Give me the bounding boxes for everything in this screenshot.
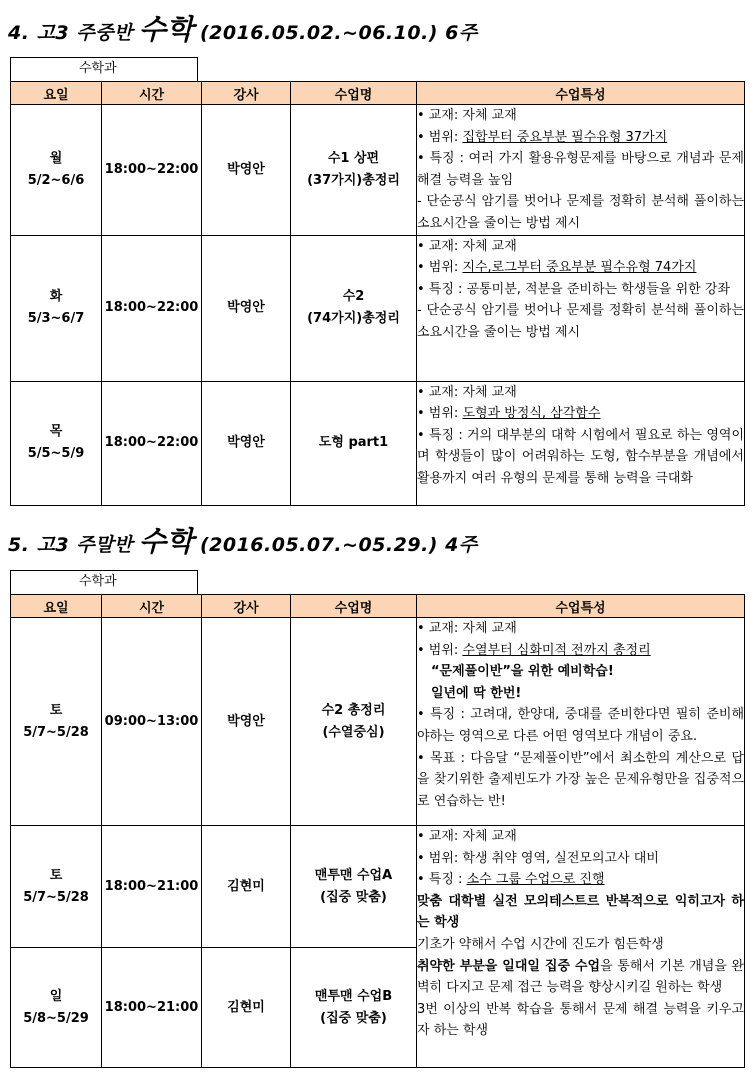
section-5-period: (2016.05.07.~05.29.) 4주	[199, 534, 478, 556]
feature-textbook: • 교재: 자체 교재	[417, 829, 517, 844]
date-range: 5/7~5/28	[23, 889, 89, 905]
cell-class-name	[291, 618, 417, 826]
scope-value: 집합부터 중요부분 필수유형 37가지	[462, 129, 668, 145]
section-5-department: 수학과	[10, 570, 198, 594]
scope-value: 지수,로그부터 중요부분 필수유형 74가지	[462, 260, 697, 276]
scope-label: • 범위:	[417, 406, 463, 422]
cell-class-name	[291, 826, 417, 948]
feature-textbook: • 교재: 자체 교재	[417, 238, 517, 254]
target-3-rest: 을 통해서 기본 개념을 완벽히 다지고 문제 접근 능력을 향상시키길 원하는 학생	[417, 958, 744, 996]
scope-value: 도형과 방정식, 삼각함수	[462, 406, 601, 422]
scope-label: • 범위:	[417, 129, 463, 145]
feature-note: - 단순공식 암기를 벗어나 문제를 정확히 분석해 풀이하는 소요시간을 줄이는 방법 제시	[417, 194, 744, 231]
feature-note: - 단순공식 암기를 벗어나 문제를 정확히 분석해 풀이하는 소요시간을 줄이는 방법 제시	[417, 303, 744, 340]
section-5-schedule-table	[10, 594, 745, 1068]
cell-class-features	[417, 381, 745, 505]
feature-scope	[417, 127, 744, 149]
characteristics-label: • 특징 :	[417, 872, 467, 888]
scope-label: • 범위:	[417, 642, 463, 658]
cell-teacher: 박영안	[202, 618, 291, 826]
cell-class-features	[417, 618, 745, 826]
section-4-number: 4.	[8, 22, 30, 44]
feature-scope	[417, 403, 744, 425]
cell-time: 18:00~21:00	[102, 948, 202, 1068]
scope-label: • 범위:	[417, 260, 463, 276]
class-title: 수2	[342, 289, 365, 305]
cell-teacher: 김현미	[202, 826, 291, 948]
cell-day	[11, 948, 102, 1068]
feature-scope	[417, 257, 744, 279]
feature-target-2: 기초가 약해서 수업 시간에 진도가 힘든학생	[417, 936, 664, 952]
class-title: 도형 part1	[318, 435, 389, 451]
date-range: 5/3~6/7	[27, 311, 85, 327]
cell-day	[11, 381, 102, 505]
cell-class-name	[291, 948, 417, 1068]
feature-goal: • 목표 : 다음달 “문제풀이반”에서 최소한의 계산으로 답을 찾기위한 출제빈도가 가장 높은 문제유형만을 집중적으로 연습하는 반!	[417, 750, 744, 809]
class-subtitle: (37가지)총정리	[307, 172, 400, 188]
feature-characteristics: • 특징 : 여러 가지 활용유형문제를 바탕으로 개념과 문제해결 능력을 높임	[417, 151, 744, 188]
header-class-features: 수업특성	[417, 82, 745, 105]
header-time: 시간	[102, 82, 202, 105]
table-row	[11, 235, 745, 381]
class-title: 맨투맨 수업A	[314, 867, 393, 883]
class-title: 수1 상편	[327, 150, 380, 166]
cell-time: 18:00~21:00	[102, 826, 202, 948]
cell-class-name	[291, 381, 417, 505]
header-class-name: 수업명	[291, 82, 417, 105]
feature-target-3	[417, 956, 744, 999]
class-subtitle: (집중 맞춤)	[320, 1010, 387, 1026]
table-header-row	[11, 82, 745, 105]
class-subtitle: (집중 맞춤)	[320, 889, 387, 905]
cell-teacher: 박영안	[202, 381, 291, 505]
header-day: 요일	[11, 82, 102, 105]
feature-textbook: • 교재: 자체 교재	[417, 384, 517, 400]
cell-teacher: 박영안	[202, 105, 291, 236]
feature-characteristics: • 특징 : 고려대, 한양대, 중대를 준비한다면 필히 준비해야하는 영역으로 다른 어떤 영역보다 개념이 중요.	[417, 707, 744, 744]
day-label: 화	[49, 289, 63, 305]
feature-highlight: “문제풀이반”을 위한 예비학습!	[431, 664, 614, 680]
feature-target-4: 3번 이상의 반복 학습을 통해서 문제 해결 능력을 키우고자 하는 학생	[417, 1001, 744, 1039]
cell-class-name	[291, 105, 417, 236]
cell-day	[11, 826, 102, 948]
day-label: 일	[49, 988, 63, 1004]
day-label: 목	[49, 424, 63, 440]
cell-day	[11, 618, 102, 826]
header-time: 시간	[102, 595, 202, 618]
day-label: 월	[49, 150, 63, 166]
feature-characteristics: • 특징 : 공통미분, 적분을 준비하는 학생들을 위한 강좌	[417, 281, 730, 297]
section-5-prefix: 고3 주말반	[36, 534, 133, 556]
header-teacher: 강사	[202, 595, 291, 618]
section-4-subject: 수학	[138, 13, 194, 46]
cell-class-name	[291, 235, 417, 381]
cell-time: 18:00~22:00	[102, 105, 202, 236]
cell-day	[11, 235, 102, 381]
feature-characteristics: • 특징 : 거의 대부분의 대학 시험에서 필요로 하는 영역이며 학생들이 많이 어려워하는 도형, 함수부분을 개념에서 활용까지 여러 유형의 문제를 통해 능력을 극대화	[417, 427, 744, 486]
cell-time: 09:00~13:00	[102, 618, 202, 826]
cell-class-features-shared	[417, 826, 745, 1068]
feature-target-1: 맞춤 대학별 실전 모의테스트르 반복적으로 익히고자 하는 학생	[417, 893, 744, 931]
cell-class-features	[417, 105, 745, 236]
feature-scope	[417, 640, 744, 662]
feature-highlight-2: 일년에 딱 한번!	[431, 685, 522, 701]
cell-day	[11, 105, 102, 236]
cell-time: 18:00~22:00	[102, 381, 202, 505]
section-4-period: (2016.05.02.~06.10.) 6주	[199, 22, 478, 44]
date-range: 5/8~5/29	[23, 1010, 89, 1026]
date-range: 5/2~6/6	[27, 172, 85, 188]
header-day: 요일	[11, 595, 102, 618]
cell-time: 18:00~22:00	[102, 235, 202, 381]
day-label: 토	[49, 867, 63, 883]
header-class-features: 수업특성	[417, 595, 745, 618]
class-title: 수2 총정리	[321, 702, 386, 718]
date-range: 5/7~5/28	[23, 724, 89, 740]
feature-textbook: • 교재: 자체 교재	[417, 108, 517, 123]
target-3-bold: 취약한 부분을 일대일 집중 수업	[417, 958, 601, 974]
cell-teacher: 김현미	[202, 948, 291, 1068]
section-4-prefix: 고3 주중반	[36, 22, 133, 44]
section-4-department: 수학과	[10, 57, 198, 81]
section-5-subject: 수학	[138, 525, 194, 558]
table-row	[11, 381, 745, 505]
scope-value: 수열부터 심화미적 전까지 총정리	[462, 642, 651, 658]
class-subtitle: (74가지)총정리	[307, 311, 400, 327]
class-title: 맨투맨 수업B	[314, 988, 393, 1004]
table-row	[11, 826, 745, 948]
header-class-name: 수업명	[291, 595, 417, 618]
cell-teacher: 박영안	[202, 235, 291, 381]
section-4-title	[8, 8, 478, 48]
class-subtitle: (수열중심)	[322, 724, 385, 740]
feature-characteristics	[417, 869, 744, 891]
section-5-title	[8, 520, 478, 560]
date-range: 5/5~5/9	[27, 446, 85, 462]
feature-textbook: • 교재: 자체 교재	[417, 621, 517, 636]
table-row	[11, 105, 745, 236]
feature-scope: • 범위: 학생 취약 영역, 실전모의고사 대비	[417, 850, 659, 866]
characteristics-value: 소수 그룹 수업으로 진행	[466, 872, 605, 888]
cell-class-features	[417, 235, 745, 381]
table-row	[11, 618, 745, 826]
section-5-number: 5.	[8, 534, 30, 556]
table-header-row	[11, 595, 745, 618]
section-4-schedule-table	[10, 81, 745, 506]
day-label: 토	[49, 702, 63, 718]
header-teacher: 강사	[202, 82, 291, 105]
